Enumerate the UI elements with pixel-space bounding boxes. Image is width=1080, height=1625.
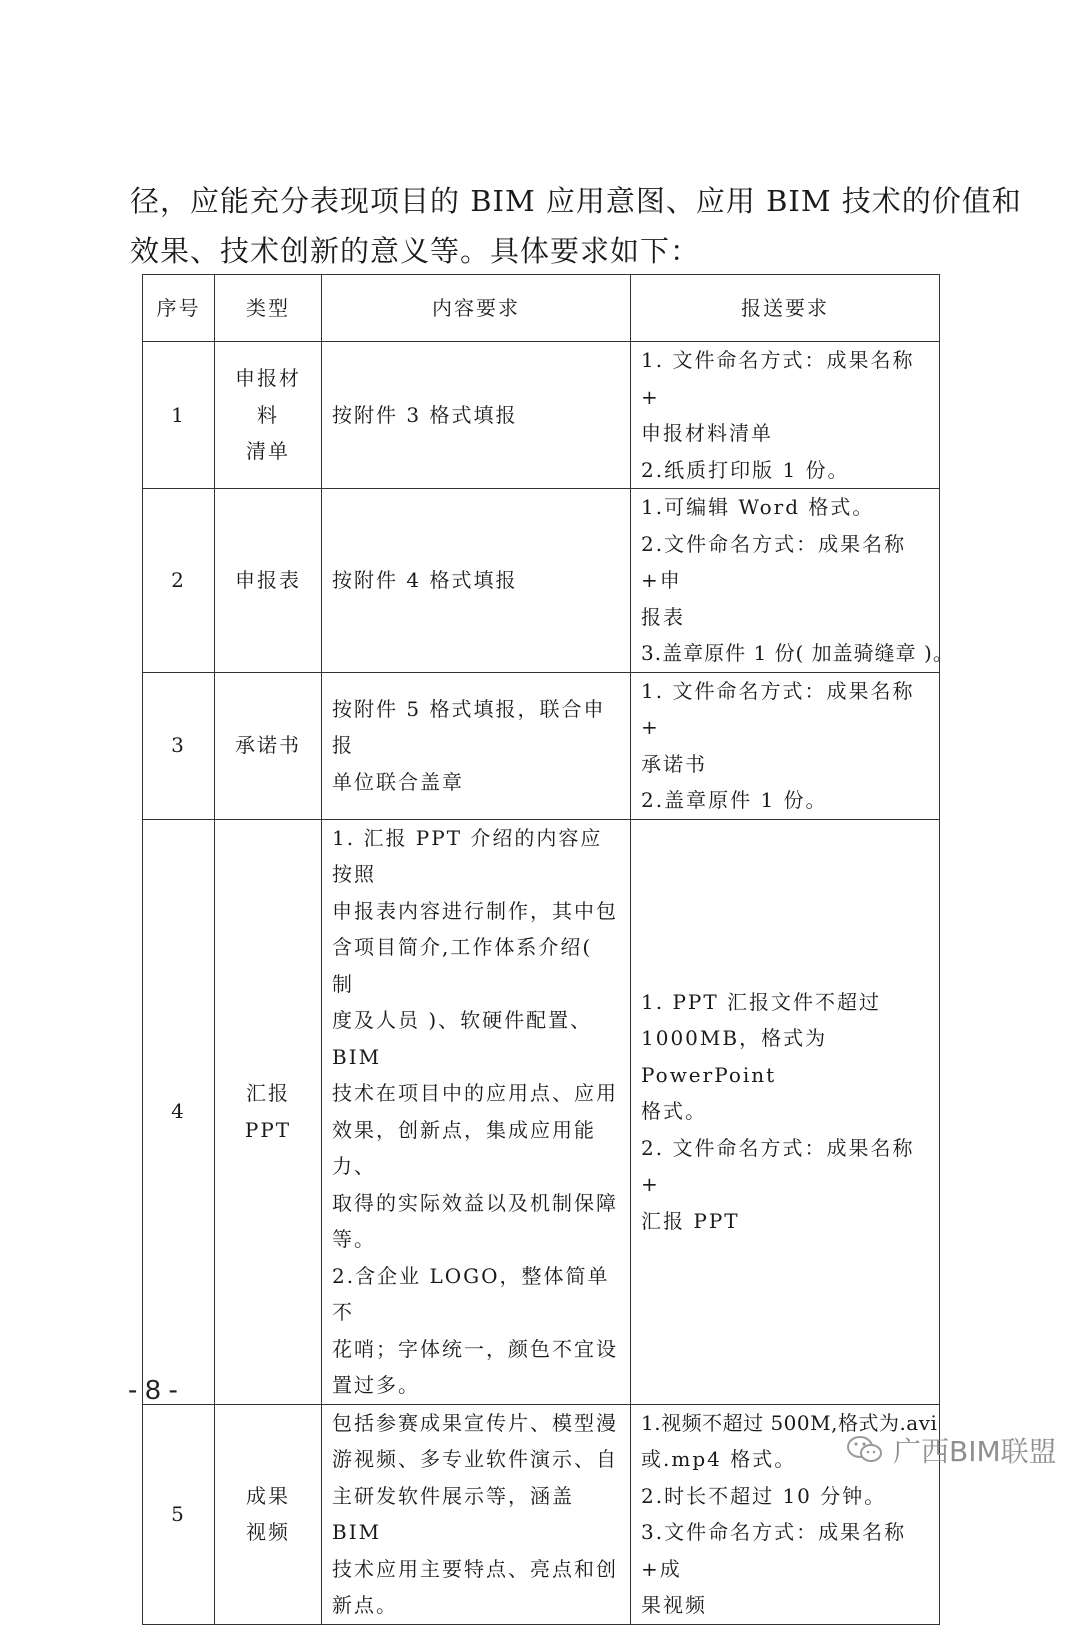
table-row <box>143 819 940 1404</box>
content-line: 取得的实际效益以及机制保障 <box>332 1190 618 1215</box>
submit-line: 1. 文件命名方式：成果名称+ <box>641 678 915 739</box>
content-line: 申报表内容进行制作，其中包 <box>332 898 618 923</box>
row-type <box>215 342 322 489</box>
submit-line: 2.纸质打印版 1 份。 <box>641 457 850 482</box>
row-content <box>322 1404 631 1624</box>
content-line: 游视频、多专业软件演示、自 <box>332 1447 618 1471</box>
submit-line: 格式。 <box>641 1099 707 1124</box>
type-line: 汇报 PPT <box>244 1081 292 1142</box>
header-content: 内容要求 <box>322 275 631 342</box>
content-line: 1. 汇报 PPT 介绍的内容应按照 <box>332 825 603 886</box>
row-index: 2 <box>143 489 215 673</box>
submit-line: 1. 文件命名方式：成果名称+ <box>641 348 915 409</box>
type-line: 承诺书 <box>235 733 301 758</box>
type-line: 视频 <box>246 1520 290 1544</box>
watermark <box>845 1430 1057 1470</box>
submit-line: 1.视频不超过 500M,格式为.avi <box>641 1410 938 1435</box>
submit-line: 承诺书 <box>641 751 707 776</box>
submit-line: 1.可编辑 Word 格式。 <box>641 495 875 519</box>
submit-line: 1. PPT 汇报文件不超过 <box>641 989 882 1014</box>
type-line: 成果 <box>246 1483 290 1508</box>
row-submit <box>631 672 940 819</box>
page-number: - 8 - <box>128 1374 178 1405</box>
submit-line: 汇报 PPT <box>641 1208 740 1233</box>
content-line: 主研发软件展示等，涵盖 BIM <box>332 1483 574 1544</box>
content-line: 技术在项目中的应用点、应用 <box>332 1081 618 1105</box>
table-row <box>143 489 940 673</box>
submit-line: 或.mp4 格式。 <box>641 1447 797 1471</box>
header-submit: 报送要求 <box>631 275 940 342</box>
content-line: 含项目简介,工作体系介绍( 制 <box>332 935 593 996</box>
header-type: 类型 <box>215 275 322 342</box>
content-line: 按附件 4 格式填报 <box>332 568 518 592</box>
content-line: 效果，创新点，集成应用能力、 <box>332 1117 596 1178</box>
table-row <box>143 342 940 489</box>
content-line: 技术应用主要特点、亮点和创 <box>332 1556 618 1581</box>
content-line: 2.含企业 LOGO，整体简单不 <box>332 1263 610 1324</box>
content-line: 包括参赛成果宣传片、模型漫 <box>332 1410 618 1435</box>
header-index: 序号 <box>143 275 215 342</box>
content-line: 置过多。 <box>332 1373 420 1397</box>
submit-line: 2.时长不超过 10 分钟。 <box>641 1483 887 1508</box>
requirements-table <box>142 274 954 1625</box>
row-submit <box>631 342 940 489</box>
wechat-icon <box>845 1434 885 1466</box>
submit-line: 2.文件命名方式：成果名称+申 <box>641 531 907 592</box>
row-index: 3 <box>143 672 215 819</box>
content-line: 按附件 3 格式填报 <box>332 402 518 427</box>
row-index: 4 <box>143 819 215 1404</box>
submit-line: 申报材料清单 <box>641 421 773 445</box>
content-line: 度及人员 )、软硬件配置、BIM <box>332 1008 593 1069</box>
content-line: 单位联合盖章 <box>332 769 464 794</box>
row-type <box>215 672 322 819</box>
type-line: 申报材料 <box>235 366 301 427</box>
submit-line: 报表 <box>641 604 685 629</box>
submit-line: 2. 文件命名方式：成果名称+ <box>641 1135 915 1197</box>
row-content <box>322 672 631 819</box>
content-line: 花哨；字体统一，颜色不宜设 <box>332 1336 618 1361</box>
row-type <box>215 819 322 1404</box>
row-submit <box>631 819 940 1404</box>
row-content <box>322 819 631 1404</box>
table-header-row <box>143 275 940 342</box>
content-line: 新点。 <box>332 1593 398 1617</box>
submit-line: 果视频 <box>641 1593 707 1617</box>
row-content <box>322 489 631 673</box>
row-type <box>215 1404 322 1624</box>
submit-line: 3.盖章原件 1 份( 加盖骑缝章 )。 <box>641 641 954 665</box>
row-type <box>215 489 322 673</box>
submit-line: 3.文件命名方式：成果名称+成 <box>641 1520 907 1581</box>
content-line: 等。 <box>332 1227 376 1251</box>
table-row <box>143 1404 940 1624</box>
submit-line: 2.盖章原件 1 份。 <box>641 788 828 812</box>
row-index: 1 <box>143 342 215 489</box>
intro-paragraph <box>130 176 1022 276</box>
submit-line: 1000MB，格式为 PowerPoint <box>641 1026 828 1087</box>
intro-line-1: 径，应能充分表现项目的 BIM 应用意图、应用 BIM 技术的价值和 <box>130 184 1022 218</box>
content-line: 按附件 5 格式填报，联合申报 <box>332 696 606 758</box>
row-submit <box>631 489 954 673</box>
row-content <box>322 342 631 489</box>
type-line: 清单 <box>246 439 290 464</box>
table-row <box>143 672 940 819</box>
type-line: 申报表 <box>235 568 301 592</box>
intro-line-2: 效果、技术创新的意义等。具体要求如下： <box>130 234 701 268</box>
row-index: 5 <box>143 1404 215 1624</box>
watermark-text: 广西BIM联盟 <box>893 1435 1057 1468</box>
